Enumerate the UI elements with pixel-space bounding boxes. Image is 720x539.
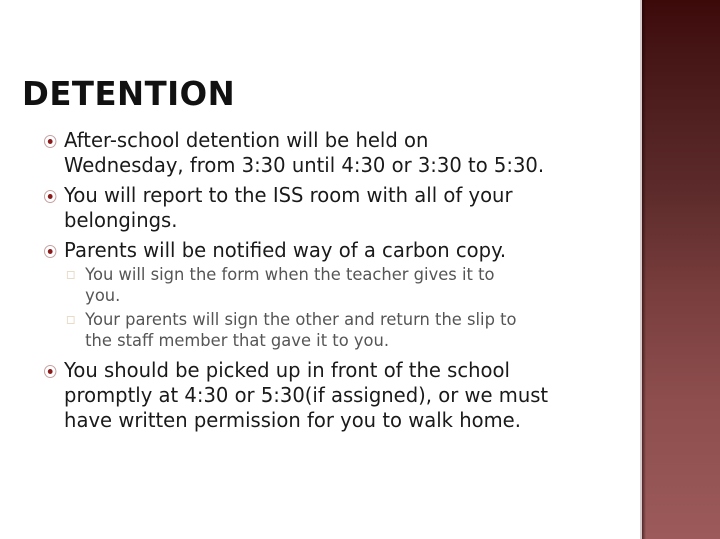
target-bullet-icon <box>44 190 56 203</box>
sub-bullet-text-line: Your parents will sign the other and return the slip to <box>85 310 517 330</box>
bullet-text-line: Parents will be notified way of a carbon copy. <box>64 238 507 262</box>
bullet-text-line: belongings. <box>64 208 178 232</box>
sub-bullet-item <box>65 265 611 307</box>
bullet-text-line: You will report to the ISS room with all of your <box>64 183 513 207</box>
bullet-item <box>44 358 607 433</box>
bullet-text-line: You should be picked up in front of the school <box>64 358 510 382</box>
bullet-list <box>44 128 634 437</box>
bullet-text-line: promptly at 4:30 or 5:30(if assigned), or we must <box>64 383 549 407</box>
target-bullet-icon <box>44 365 56 378</box>
bullet-item <box>44 238 607 263</box>
slide-title: DETENTION <box>22 74 236 113</box>
bullet-text-line: have written permission for you to walk home. <box>64 408 521 432</box>
bullet-item <box>44 128 607 178</box>
decorative-side-band <box>642 0 720 539</box>
sub-bullet-item <box>65 310 611 352</box>
sub-bullet-text-line: you. <box>85 286 121 306</box>
sub-bullet-text-line: You will sign the form when the teacher gives it to <box>85 265 495 285</box>
bullet-item <box>44 183 607 233</box>
square-bullet-icon <box>67 271 75 279</box>
target-bullet-icon <box>44 135 56 148</box>
bullet-text-line: Wednesday, from 3:30 until 4:30 or 3:30 to 5:30. <box>64 153 545 177</box>
target-bullet-icon <box>44 245 56 258</box>
sub-bullet-text-line: the staff member that gave it to you. <box>85 331 390 351</box>
square-bullet-icon <box>67 316 75 324</box>
bullet-text-line: After-school detention will be held on <box>64 128 429 152</box>
